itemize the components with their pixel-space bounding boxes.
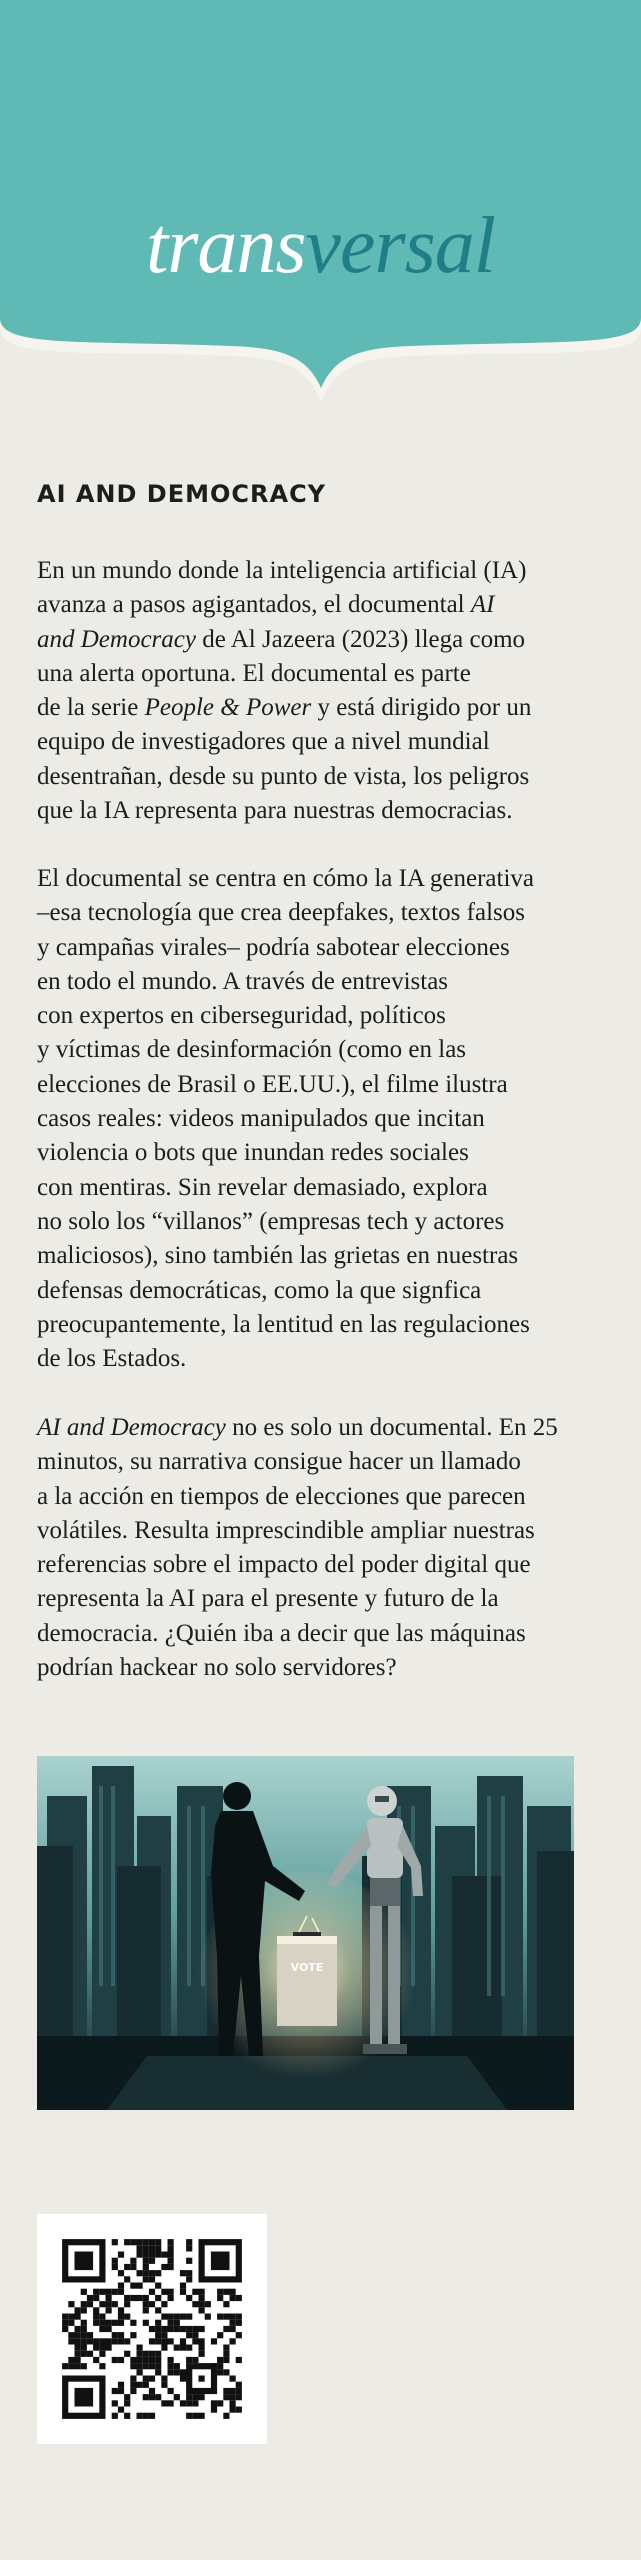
article-paragraph-2 (37, 862, 597, 1376)
text-run: democracia. ¿Quién iba a decir que las máquinas (37, 1619, 526, 1647)
text-run: que la IA representa para nuestras democracias. (37, 797, 513, 825)
text-run: equipo de investigadores que a nivel mundial (37, 728, 490, 756)
paragraph-line (37, 1308, 597, 1342)
article-title: AI AND DEMOCRACY (37, 480, 327, 508)
paragraph-line (37, 1033, 597, 1067)
paragraph-line (37, 965, 597, 999)
logo-trans: trans (145, 202, 306, 290)
paragraph-line (37, 1445, 597, 1479)
paragraph-line (37, 1068, 597, 1102)
text-run: –esa tecnología que crea deepfakes, textos falsos (37, 899, 525, 927)
paragraph-line (37, 999, 597, 1033)
paragraph-line (37, 1171, 597, 1205)
qr-code-card[interactable] (37, 2214, 267, 2444)
text-run: en todo el mundo. A través de entrevistas (37, 967, 449, 995)
text-run: de Al Jazeera (2023) llega como (195, 625, 526, 653)
article-paragraph-3 (37, 1411, 597, 1685)
paragraph-line (37, 725, 597, 759)
paragraph-line (37, 1136, 597, 1170)
paragraph-line (37, 1411, 597, 1445)
paragraph-line (37, 623, 597, 657)
text-run: no es solo un documental. En 25 (225, 1414, 558, 1441)
paragraph-line (37, 1514, 597, 1548)
text-run: preocupantemente, la lentitud en las regulaciones (37, 1310, 530, 1338)
text-run: maliciosos), sino también las grietas en nuestras (37, 1242, 519, 1270)
text-run: una alerta oportuna. El documental es parte (37, 659, 471, 687)
paragraph-line (37, 1582, 597, 1616)
text-run: de la serie (37, 694, 145, 722)
text-run: minutos, su narrativa consigue hacer un llamado (37, 1448, 521, 1476)
text-run: de los Estados. (37, 1345, 187, 1373)
paragraph-line (37, 760, 597, 794)
paragraph-line (37, 1274, 597, 1308)
article-paragraph-1 (37, 554, 597, 828)
ai-voting-illustration (37, 1756, 574, 2110)
paragraph-line (37, 691, 597, 725)
paragraph-line (37, 1102, 597, 1136)
text-run: volátiles. Resulta imprescindible ampliar nuestras (37, 1516, 535, 1544)
italic-text: and Democracy (37, 625, 196, 653)
paragraph-line (37, 554, 597, 588)
text-run: y víctimas de desinformación (como en las (37, 1036, 467, 1064)
paragraph-line (37, 931, 597, 965)
paragraph-line (37, 896, 597, 930)
italic-text: People & Power (144, 694, 312, 722)
text-run: avanza a pasos agigantados, el documental (37, 591, 471, 619)
text-run: El documental se centra en cómo la IA generativa (37, 865, 535, 892)
paragraph-line (37, 1342, 597, 1376)
text-run: casos reales: videos manipulados que incitan (37, 1105, 485, 1133)
text-run: violencia o bots que inundan redes sociales (37, 1139, 469, 1167)
paragraph-line (37, 1548, 597, 1582)
italic-text: AI (470, 591, 495, 619)
text-run: con mentiras. Sin revelar demasiado, explora (37, 1173, 488, 1201)
text-run: podrían hackear no solo servidores? (37, 1654, 397, 1682)
text-run: elecciones de Brasil o EE.UU.), el filme ilustra (37, 1070, 508, 1098)
paragraph-line (37, 862, 597, 896)
qr-code-icon (37, 2214, 267, 2444)
text-run: no solo los “villanos” (empresas tech y actores (37, 1207, 505, 1235)
brand-logo[interactable] (0, 196, 641, 296)
text-run: a la acción en tiempos de elecciones que parecen (37, 1482, 526, 1510)
paragraph-line (37, 1205, 597, 1239)
paragraph-line (37, 1480, 597, 1514)
ballot-label: VOTE (290, 1961, 324, 1974)
paragraph-line (37, 794, 597, 828)
header-banner (0, 0, 641, 410)
italic-text: AI and Democracy (37, 1414, 226, 1441)
text-run: y está dirigido por un (311, 694, 532, 722)
text-run: En un mundo donde la inteligencia artificial (IA) (37, 557, 527, 584)
paragraph-line (37, 1651, 597, 1685)
paragraph-line (37, 657, 597, 691)
text-run: referencias sobre el impacto del poder digital que (37, 1551, 531, 1579)
logo-versal: versal (305, 202, 495, 290)
ballot-box-icon (277, 1932, 337, 2026)
text-run: con expertos en ciberseguridad, políticos (37, 1002, 446, 1030)
text-run: y campañas virales– podría sabotear elecciones (37, 933, 510, 961)
paragraph-line (37, 588, 597, 622)
paragraph-line (37, 1617, 597, 1651)
paragraph-line (37, 1239, 597, 1273)
text-run: defensas democráticas, como la que signfica (37, 1276, 482, 1304)
text-run: representa la AI para el presente y futuro de la (37, 1585, 499, 1613)
text-run: desentrañan, desde su punto de vista, los peligros (37, 762, 530, 790)
